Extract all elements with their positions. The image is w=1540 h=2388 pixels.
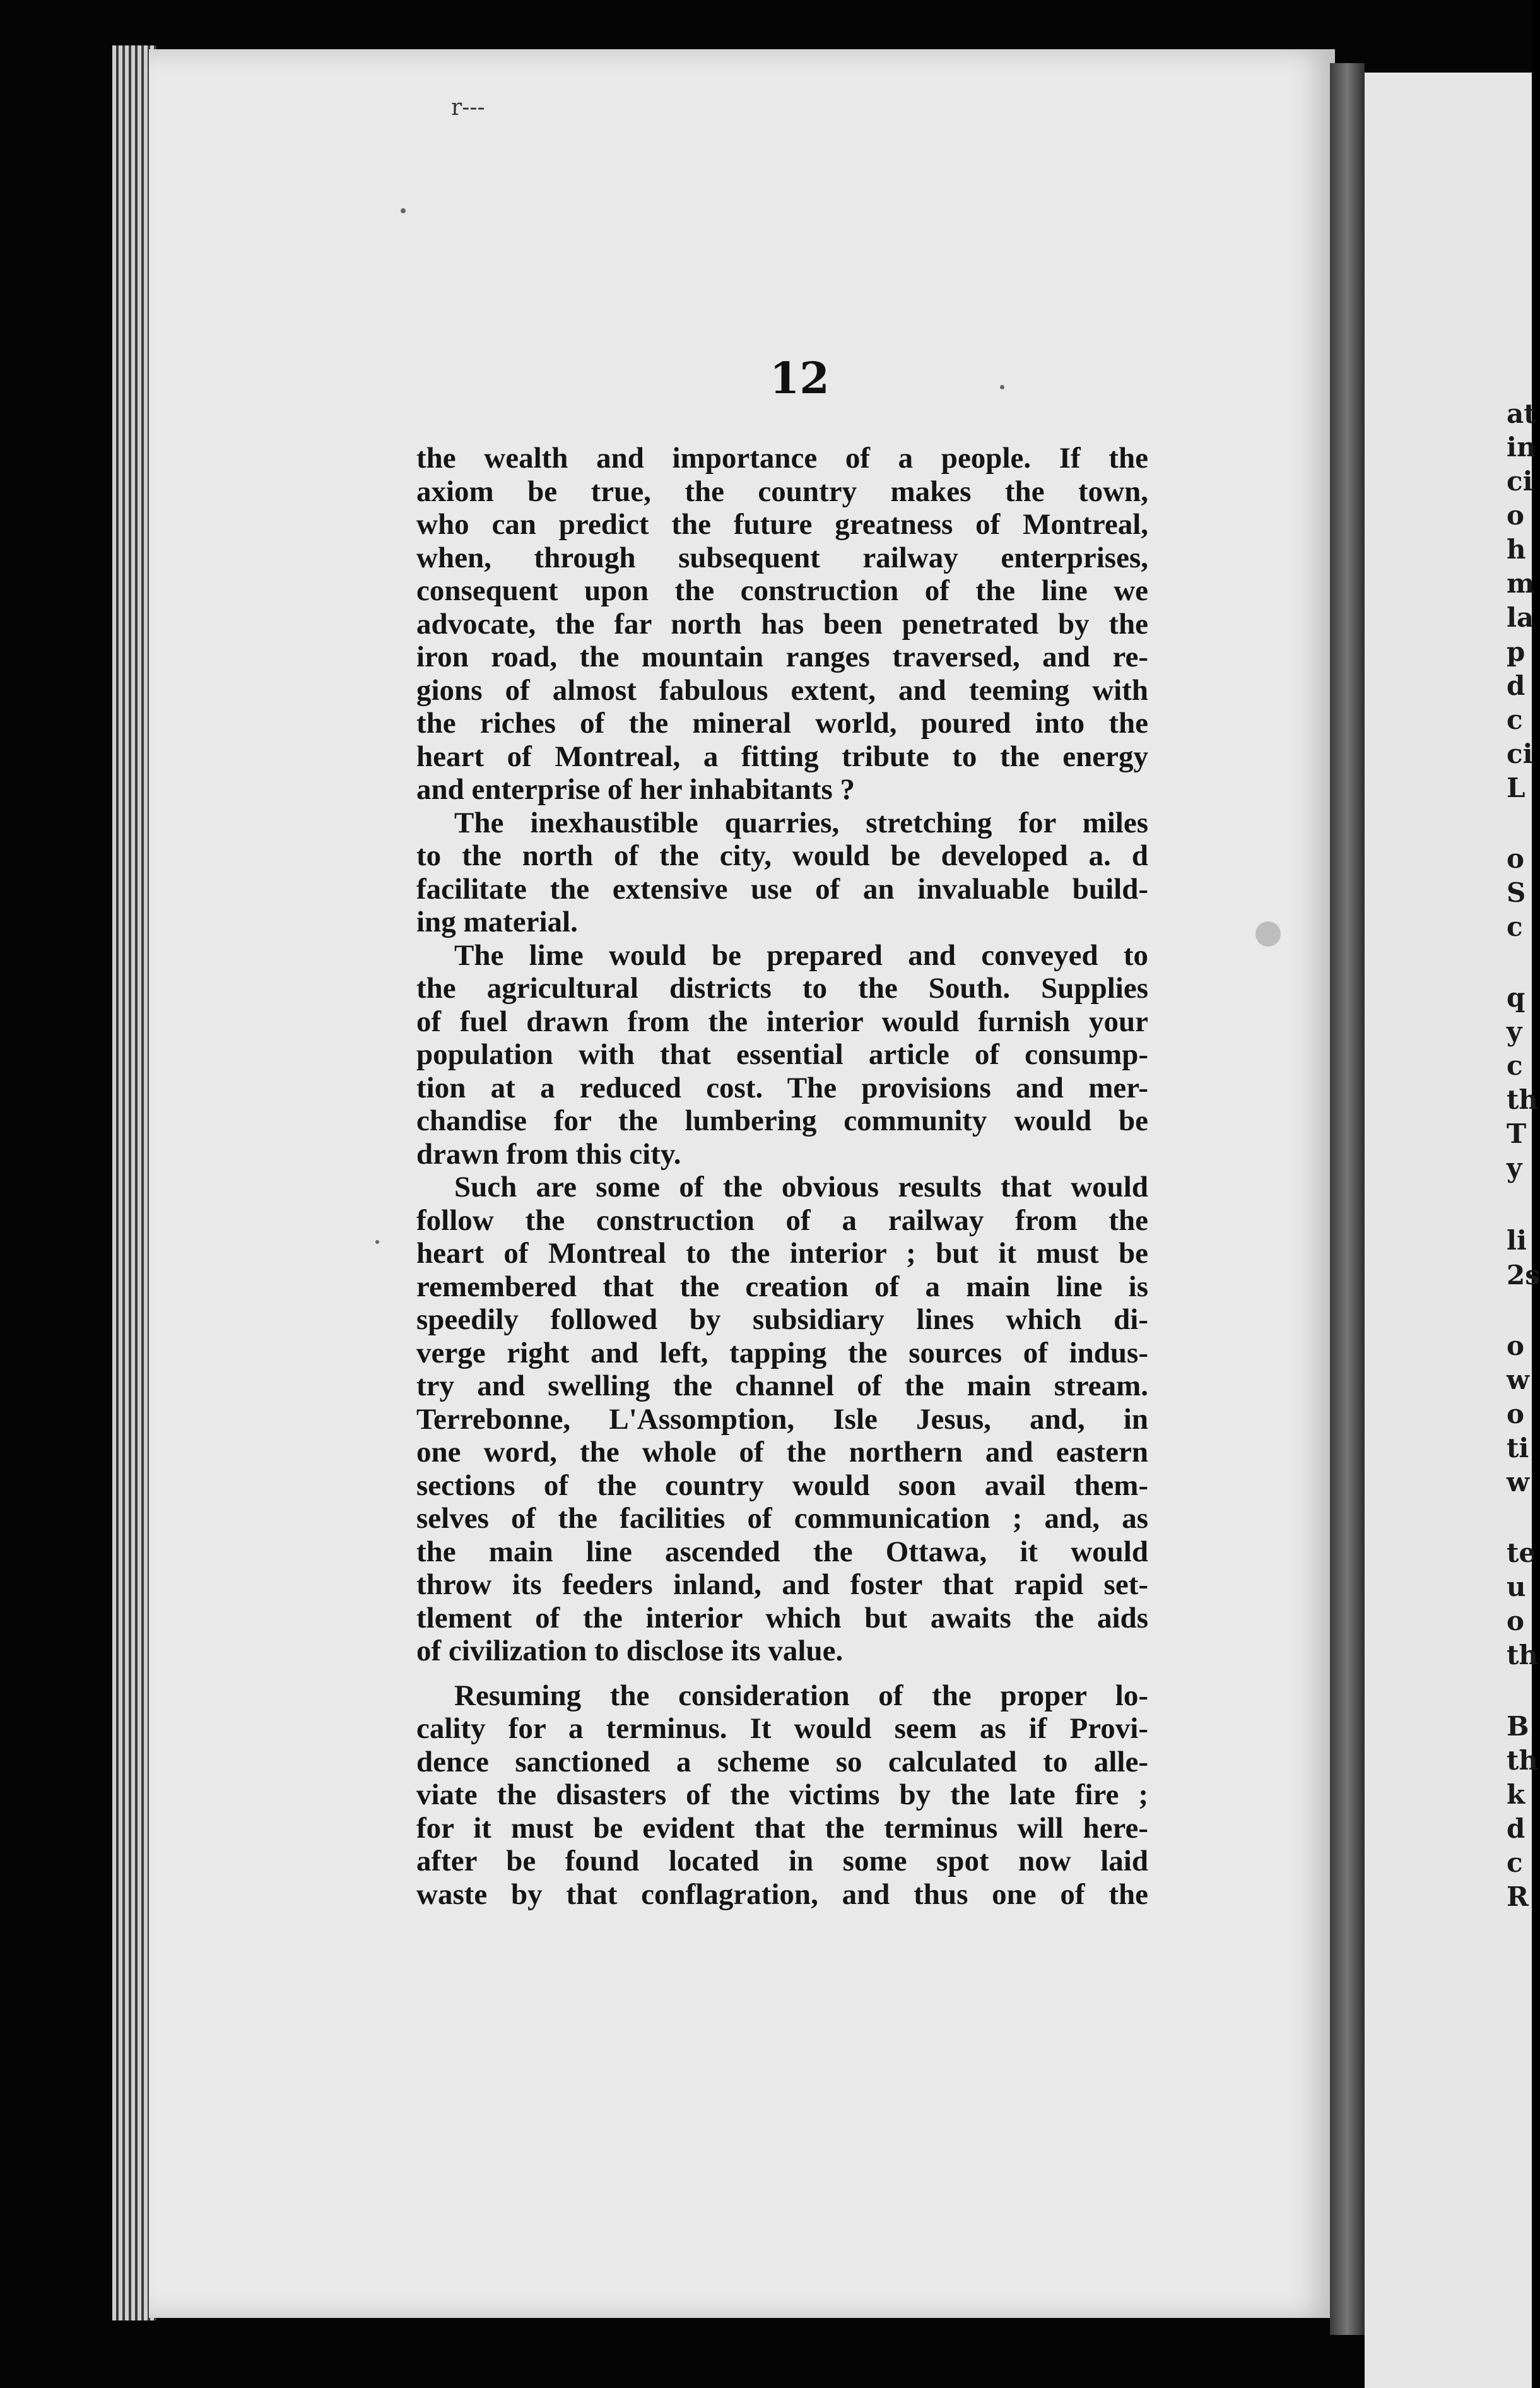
right-page-text-fragment: B — [1507, 1711, 1529, 1742]
right-page-text-fragment: c — [1507, 911, 1523, 942]
text-line: who can predict the future greatness of Montreal, — [416, 508, 1148, 541]
right-page-text-fragment: d — [1507, 670, 1525, 701]
right-page-text-fragment: R — [1507, 1881, 1529, 1912]
text-line: the wealth and importance of a people. If the — [416, 442, 1148, 475]
right-page-text-fragment: L — [1507, 772, 1525, 803]
text-line: facilitate the extensive use of an invaluable build- — [416, 872, 1148, 906]
right-page-text-fragment: h — [1507, 534, 1526, 565]
right-page-text-fragment: th — [1507, 1640, 1538, 1670]
text-line: viate the disasters of the victims by the late fire ; — [416, 1778, 1148, 1811]
right-page-text-fragment: k — [1507, 1779, 1525, 1810]
text-line: of civilization to disclose its value. — [416, 1634, 843, 1667]
right-page-text-fragment: o — [1507, 500, 1525, 531]
text-line: speedily followed by subsidiary lines which di- — [416, 1303, 1148, 1336]
paper-speck — [1000, 385, 1004, 389]
right-page-text-fragment: d — [1507, 1813, 1525, 1844]
corner-mark: r--- — [451, 95, 485, 121]
text-line: selves of the facilities of communication ; and, as — [416, 1502, 1148, 1535]
text-line: heart of Montreal, a fitting tribute to the energy — [416, 740, 1148, 773]
right-page-text-fragment: m — [1507, 568, 1535, 599]
text-line: Resuming the consideration of the proper lo- — [454, 1679, 1148, 1712]
text-line: and enterprise of her inhabitants ? — [416, 773, 855, 806]
right-page-text-fragment: ci — [1507, 738, 1533, 769]
text-line: sections of the country would soon avail them- — [416, 1469, 1148, 1502]
text-line: one word, the whole of the northern and eastern — [416, 1436, 1148, 1469]
text-line: of fuel drawn from the interior would furnish your — [416, 1005, 1148, 1038]
right-page-text-fragment: la — [1507, 602, 1534, 633]
right-page-text-fragment: 2s — [1507, 1260, 1540, 1291]
text-line: advocate, the far north has been penetrated by the — [416, 607, 1148, 641]
right-page-text-fragment: ci — [1507, 466, 1533, 497]
text-line: cality for a terminus. It would seem as if Provi- — [416, 1712, 1148, 1745]
right-page-text-fragment: c — [1507, 704, 1523, 735]
right-page-text-fragment: c — [1507, 1847, 1523, 1878]
text-line: the agricultural districts to the South. Supplies — [416, 972, 1148, 1005]
text-line: heart of Montreal to the interior ; but it must be — [416, 1237, 1148, 1270]
text-line: The inexhaustible quarries, stretching for miles — [454, 806, 1148, 839]
paper-stain — [1255, 921, 1281, 947]
page-body-text — [416, 442, 1148, 1911]
right-page-text-fragment: q — [1507, 982, 1525, 1013]
text-line: tlement of the interior which but awaits the aids — [416, 1601, 1148, 1634]
text-line: ing material. — [416, 906, 578, 938]
text-line: dence sanctioned a scheme so calculated to alle- — [416, 1745, 1148, 1778]
right-page-text-fragment: u — [1507, 1571, 1526, 1602]
book-gutter — [1330, 63, 1365, 2335]
text-line: gions of almost fabulous extent, and teeming with — [416, 673, 1148, 707]
text-line: The lime would be prepared and conveyed to — [454, 938, 1148, 972]
text-line: iron road, the mountain ranges traversed, and re- — [416, 641, 1148, 673]
text-line: Terrebonne, L'Assomption, Isle Jesus, and, in — [416, 1402, 1148, 1436]
text-line: tion at a reduced cost. The provisions and mer- — [416, 1071, 1148, 1104]
right-page-text-fragment: at — [1507, 398, 1536, 429]
right-page-text-fragment: S — [1507, 877, 1526, 908]
text-line: to the north of the city, would be developed a. d — [416, 839, 1148, 872]
text-line: Such are some of the obvious results that would — [454, 1171, 1148, 1203]
right-page-text-fragment: ti — [1507, 1433, 1529, 1463]
paper-speck — [375, 1240, 379, 1244]
right-page-text-fragment: in — [1507, 432, 1536, 463]
text-line: throw its feeders inland, and foster that rapid set- — [416, 1568, 1148, 1601]
text-line: after be found located in some spot now laid — [416, 1845, 1148, 1877]
right-page-text-fragment: w — [1507, 1364, 1530, 1395]
text-line: the riches of the mineral world, poured into the — [416, 707, 1148, 740]
text-line: chandise for the lumbering community would be — [416, 1104, 1148, 1137]
right-page-text-fragment: th — [1507, 1084, 1538, 1115]
right-page-text-fragment: w — [1507, 1467, 1530, 1498]
paragraph-gap — [416, 1668, 1148, 1679]
text-line: try and swelling the channel of the main stream. — [416, 1369, 1148, 1402]
right-page-text-fragment: y — [1507, 1152, 1522, 1183]
right-page-text-fragment: y — [1507, 1016, 1522, 1047]
page-number: 12 — [770, 353, 830, 404]
text-line: for it must be evident that the terminus will here- — [416, 1811, 1148, 1845]
text-line: follow the construction of a railway from the — [416, 1203, 1148, 1237]
right-page-text-fragment: o — [1507, 1605, 1525, 1636]
text-line: waste by that conflagration, and thus one of the — [416, 1877, 1148, 1911]
text-line: remembered that the creation of a main line is — [416, 1270, 1148, 1303]
right-page-text-fragment: o — [1507, 843, 1525, 874]
text-line: axiom be true, the country makes the town, — [416, 475, 1148, 508]
text-line: drawn from this city. — [416, 1137, 681, 1171]
right-page-text-fragment: o — [1507, 1330, 1525, 1361]
right-page-text-fragment: c — [1507, 1050, 1523, 1081]
paper-speck — [401, 208, 406, 213]
right-page-text-fragment: th — [1507, 1745, 1538, 1776]
right-page-text-fragment: T — [1507, 1118, 1527, 1149]
text-line: verge right and left, tapping the sources of indus- — [416, 1336, 1148, 1369]
text-line: population with that essential article of consump- — [416, 1038, 1148, 1071]
right-page-text-fragment: li — [1507, 1225, 1527, 1256]
text-line: the main line ascended the Ottawa, it would — [416, 1535, 1148, 1568]
right-page-fragment — [1365, 73, 1540, 2388]
right-page-text-fragment: o — [1507, 1398, 1525, 1429]
right-page-text-fragment: te — [1507, 1537, 1536, 1568]
right-page-text-fragment: p — [1507, 636, 1525, 667]
text-line: consequent upon the construction of the line we — [416, 574, 1148, 607]
text-line: when, through subsequent railway enterprises, — [416, 541, 1148, 574]
